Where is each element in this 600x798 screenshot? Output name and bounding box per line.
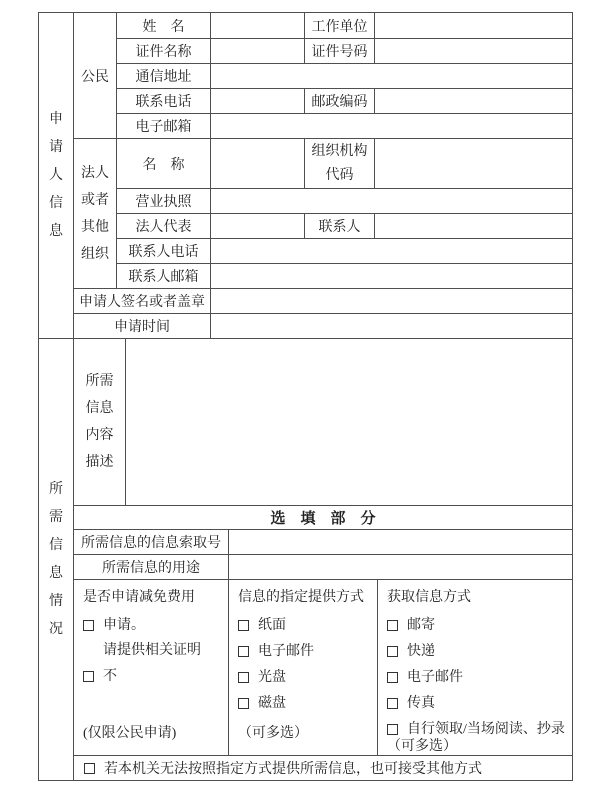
field-label-index-number: 所需信息的信息索取号	[74, 530, 229, 555]
fee-option-apply-label: 申请。	[103, 618, 145, 633]
cert-no-input-cell[interactable]	[375, 39, 573, 64]
license-input-cell[interactable]	[211, 189, 573, 214]
apply-date-input-cell[interactable]	[211, 314, 573, 339]
provide-option-cd[interactable]	[238, 669, 286, 686]
field-label-address: 通信地址	[117, 64, 211, 89]
field-label-apply-date: 申请时间	[74, 314, 211, 339]
obtain-option-fax-label: 传真	[407, 696, 435, 711]
field-label-usage: 所需信息的用途	[74, 555, 229, 580]
provide-option-email[interactable]	[238, 643, 314, 660]
obtain-method-title: 获取信息方式	[387, 590, 471, 605]
obtain-option-express-label: 快递	[407, 644, 435, 659]
fee-waiver-cell	[74, 580, 229, 756]
contact-person-input-cell[interactable]	[375, 214, 573, 239]
checkbox-fax-icon[interactable]	[387, 698, 398, 709]
checkbox-mail-icon[interactable]	[387, 620, 398, 631]
field-label-name: 姓 名	[117, 13, 211, 39]
fee-waiver-title: 是否申请减免费用	[83, 590, 195, 605]
fee-footnote: (仅限公民申请)	[83, 726, 177, 741]
description-input-cell[interactable]	[126, 339, 573, 506]
fee-option-apply-note: 请提供相关证明	[103, 643, 201, 658]
other-method-note-cell	[74, 756, 573, 781]
legal-rep-input-cell[interactable]	[211, 214, 305, 239]
obtain-option-self-pickup-label: 自行领取/当场阅读、抄录	[407, 722, 565, 737]
field-label-contact-phone: 联系人电话	[117, 239, 211, 264]
field-label-license: 营业执照	[117, 189, 211, 214]
application-form	[38, 12, 572, 781]
checkbox-obtain-email-icon[interactable]	[387, 672, 398, 683]
group-label-organization: 法人或者其他组织	[74, 139, 117, 289]
provide-footnote: （可多选）	[238, 726, 308, 741]
field-label-phone: 联系电话	[117, 89, 211, 114]
checkbox-disk-icon[interactable]	[238, 698, 249, 709]
obtain-option-mail[interactable]	[387, 617, 435, 634]
field-label-contact-person: 联系人	[305, 214, 375, 239]
provide-option-disk[interactable]	[238, 695, 286, 712]
obtain-option-mail-label: 邮寄	[407, 618, 435, 633]
checkbox-express-icon[interactable]	[387, 646, 398, 657]
obtain-option-express[interactable]	[387, 643, 435, 660]
section-label-requested-info: 所需信息情况	[39, 339, 74, 781]
obtain-option-self-pickup[interactable]	[387, 721, 565, 738]
optional-section-header: 选 填 部 分	[74, 506, 573, 530]
checkbox-fee-no-icon[interactable]	[83, 671, 94, 682]
work-unit-input-cell[interactable]	[375, 13, 573, 39]
checkbox-paper-icon[interactable]	[238, 620, 249, 631]
field-label-work-unit: 工作单位	[305, 13, 375, 39]
field-label-description: 所需信息内容描述	[74, 339, 126, 506]
field-label-signature: 申请人签名或者盖章	[74, 289, 211, 314]
contact-phone-input-cell[interactable]	[211, 239, 573, 264]
checkbox-self-pickup-icon[interactable]	[387, 724, 398, 735]
phone-input-cell[interactable]	[211, 89, 305, 114]
org-code-input-cell[interactable]	[375, 139, 573, 189]
field-label-cert-no: 证件号码	[305, 39, 375, 64]
signature-input-cell[interactable]	[211, 289, 573, 314]
field-label-org-code: 组织机构代码	[305, 139, 375, 189]
fee-option-no-label: 不	[103, 669, 117, 684]
field-label-org-name: 名 称	[117, 139, 211, 189]
checkbox-provide-email-icon[interactable]	[238, 646, 249, 657]
field-label-legal-rep: 法人代表	[117, 214, 211, 239]
address-input-cell[interactable]	[211, 64, 573, 89]
email-input-cell[interactable]	[211, 114, 573, 139]
field-label-postcode: 邮政编码	[305, 89, 375, 114]
obtain-option-email-label: 电子邮件	[407, 670, 463, 685]
provide-option-email-label: 电子邮件	[258, 644, 314, 659]
other-method-note-label: 若本机关无法按照指定方式提供所需信息，也可接受其他方式	[104, 762, 482, 777]
section-label-applicant-info: 申请人信息	[39, 13, 74, 339]
obtain-method-cell	[378, 580, 573, 756]
postcode-input-cell[interactable]	[375, 89, 573, 114]
provide-option-paper-label: 纸面	[258, 618, 286, 633]
usage-input-cell[interactable]	[229, 555, 573, 580]
provide-method-cell	[229, 580, 378, 756]
fee-option-no[interactable]	[83, 668, 117, 685]
requested-info-table	[38, 338, 573, 781]
provide-option-cd-label: 光盘	[258, 670, 286, 685]
index-number-input-cell[interactable]	[229, 530, 573, 555]
field-label-cert-name: 证件名称	[117, 39, 211, 64]
field-label-contact-email: 联系人邮箱	[117, 264, 211, 289]
checkbox-cd-icon[interactable]	[238, 672, 249, 683]
obtain-option-fax[interactable]	[387, 695, 435, 712]
provide-option-disk-label: 磁盘	[258, 696, 286, 711]
obtain-footnote: （可多选）	[387, 739, 457, 754]
provide-option-paper[interactable]	[238, 617, 286, 634]
checkbox-fee-apply-icon[interactable]	[83, 620, 94, 631]
contact-email-input-cell[interactable]	[211, 264, 573, 289]
name-input-cell[interactable]	[211, 13, 305, 39]
group-label-citizen: 公民	[74, 13, 117, 139]
checkbox-other-method-icon[interactable]	[84, 763, 95, 774]
provide-method-title: 信息的指定提供方式	[238, 590, 364, 605]
field-label-email: 电子邮箱	[117, 114, 211, 139]
applicant-info-table	[38, 12, 573, 339]
cert-name-input-cell[interactable]	[211, 39, 305, 64]
org-name-input-cell[interactable]	[211, 139, 305, 189]
fee-option-apply[interactable]	[83, 617, 145, 634]
obtain-option-email[interactable]	[387, 669, 463, 686]
